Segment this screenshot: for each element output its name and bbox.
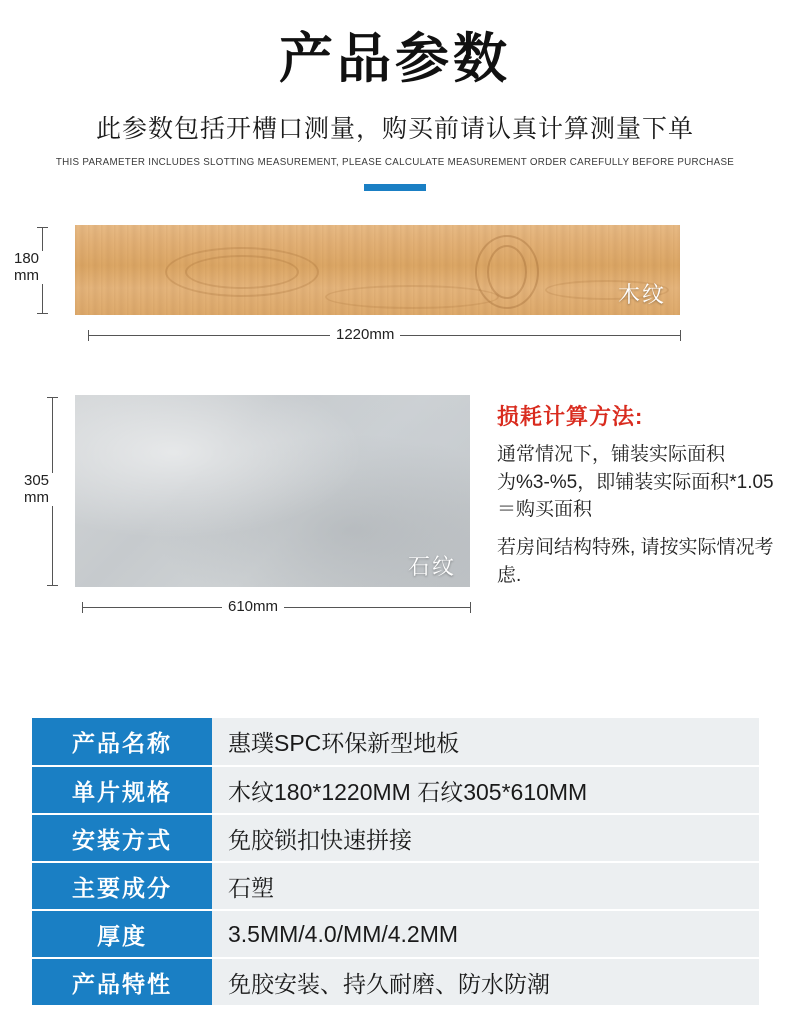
- wood-sample-block: [75, 225, 680, 315]
- spec-key: 产品名称: [32, 718, 212, 766]
- spec-value: 木纹180*1220MM 石纹305*610MM: [212, 766, 759, 814]
- stone-texture-swatch: [75, 395, 470, 587]
- dimension-tick: [82, 602, 83, 613]
- table-row: [32, 958, 759, 1006]
- spec-table-body: [32, 718, 759, 1006]
- wood-texture-swatch: [75, 225, 680, 315]
- dimension-tick: [88, 330, 89, 341]
- spec-value: 惠璞SPC环保新型地板: [212, 718, 759, 766]
- stone-height-value: 305 mm: [18, 473, 55, 506]
- dimension-tick: [47, 585, 58, 586]
- loss-calculation-line-1: 通常情况下，铺装实际面积为%3-%5，即铺装实际面积*1.05＝购买面积: [497, 444, 774, 521]
- loss-calculation-body: [497, 441, 777, 589]
- loss-calculation-title: 损耗计算方法:: [497, 404, 644, 430]
- dimension-tick: [680, 330, 681, 341]
- wood-width-value: 1220mm: [330, 326, 400, 343]
- dimension-tick: [470, 602, 471, 613]
- spec-key: 产品特性: [32, 958, 212, 1006]
- page-header: [0, 0, 790, 191]
- table-row: [32, 910, 759, 958]
- loss-calculation-line-2: 若房间结构特殊, 请按实际情况考虑.: [497, 537, 774, 586]
- spec-key: 安装方式: [32, 814, 212, 862]
- loss-calculation-note: [497, 400, 777, 589]
- dimension-tick: [37, 313, 48, 314]
- page-subtitle-english: THIS PARAMETER INCLUDES SLOTTING MEASUREMENT, PLEASE CALCULATE MEASUREMENT ORDER CAREFULLY BEFORE PURCHASE: [55, 157, 735, 169]
- table-row: [32, 862, 759, 910]
- spec-value: 免胶锁扣快速拼接: [212, 814, 759, 862]
- spec-table: [32, 718, 759, 1007]
- spec-value: 3.5MM/4.0/MM/4.2MM: [212, 910, 759, 958]
- spec-value: 石塑: [212, 862, 759, 910]
- sample-diagram-area: [0, 215, 790, 635]
- wood-sample-label: 木纹: [617, 282, 666, 308]
- wood-height-value: 180 mm: [8, 251, 45, 284]
- stone-width-value: 610mm: [222, 598, 284, 615]
- wood-grain-ring-icon: [325, 285, 499, 309]
- spec-key: 单片规格: [32, 766, 212, 814]
- spec-key: 主要成分: [32, 862, 212, 910]
- wood-grain-ring-icon: [487, 245, 527, 299]
- stone-sample-label: 石纹: [407, 554, 456, 580]
- dimension-tick: [37, 227, 48, 228]
- table-row: [32, 814, 759, 862]
- spec-key: 厚度: [32, 910, 212, 958]
- dimension-tick: [47, 397, 58, 398]
- accent-divider: [364, 184, 426, 191]
- page-subtitle: 此参数包括开槽口测量，购买前请认真计算测量下单: [95, 115, 694, 144]
- stone-sample-block: [75, 395, 470, 587]
- page-title: 产品参数: [279, 29, 511, 89]
- table-row: [32, 718, 759, 766]
- table-row: [32, 766, 759, 814]
- spec-value: 免胶安装、持久耐磨、防水防潮: [212, 958, 759, 1006]
